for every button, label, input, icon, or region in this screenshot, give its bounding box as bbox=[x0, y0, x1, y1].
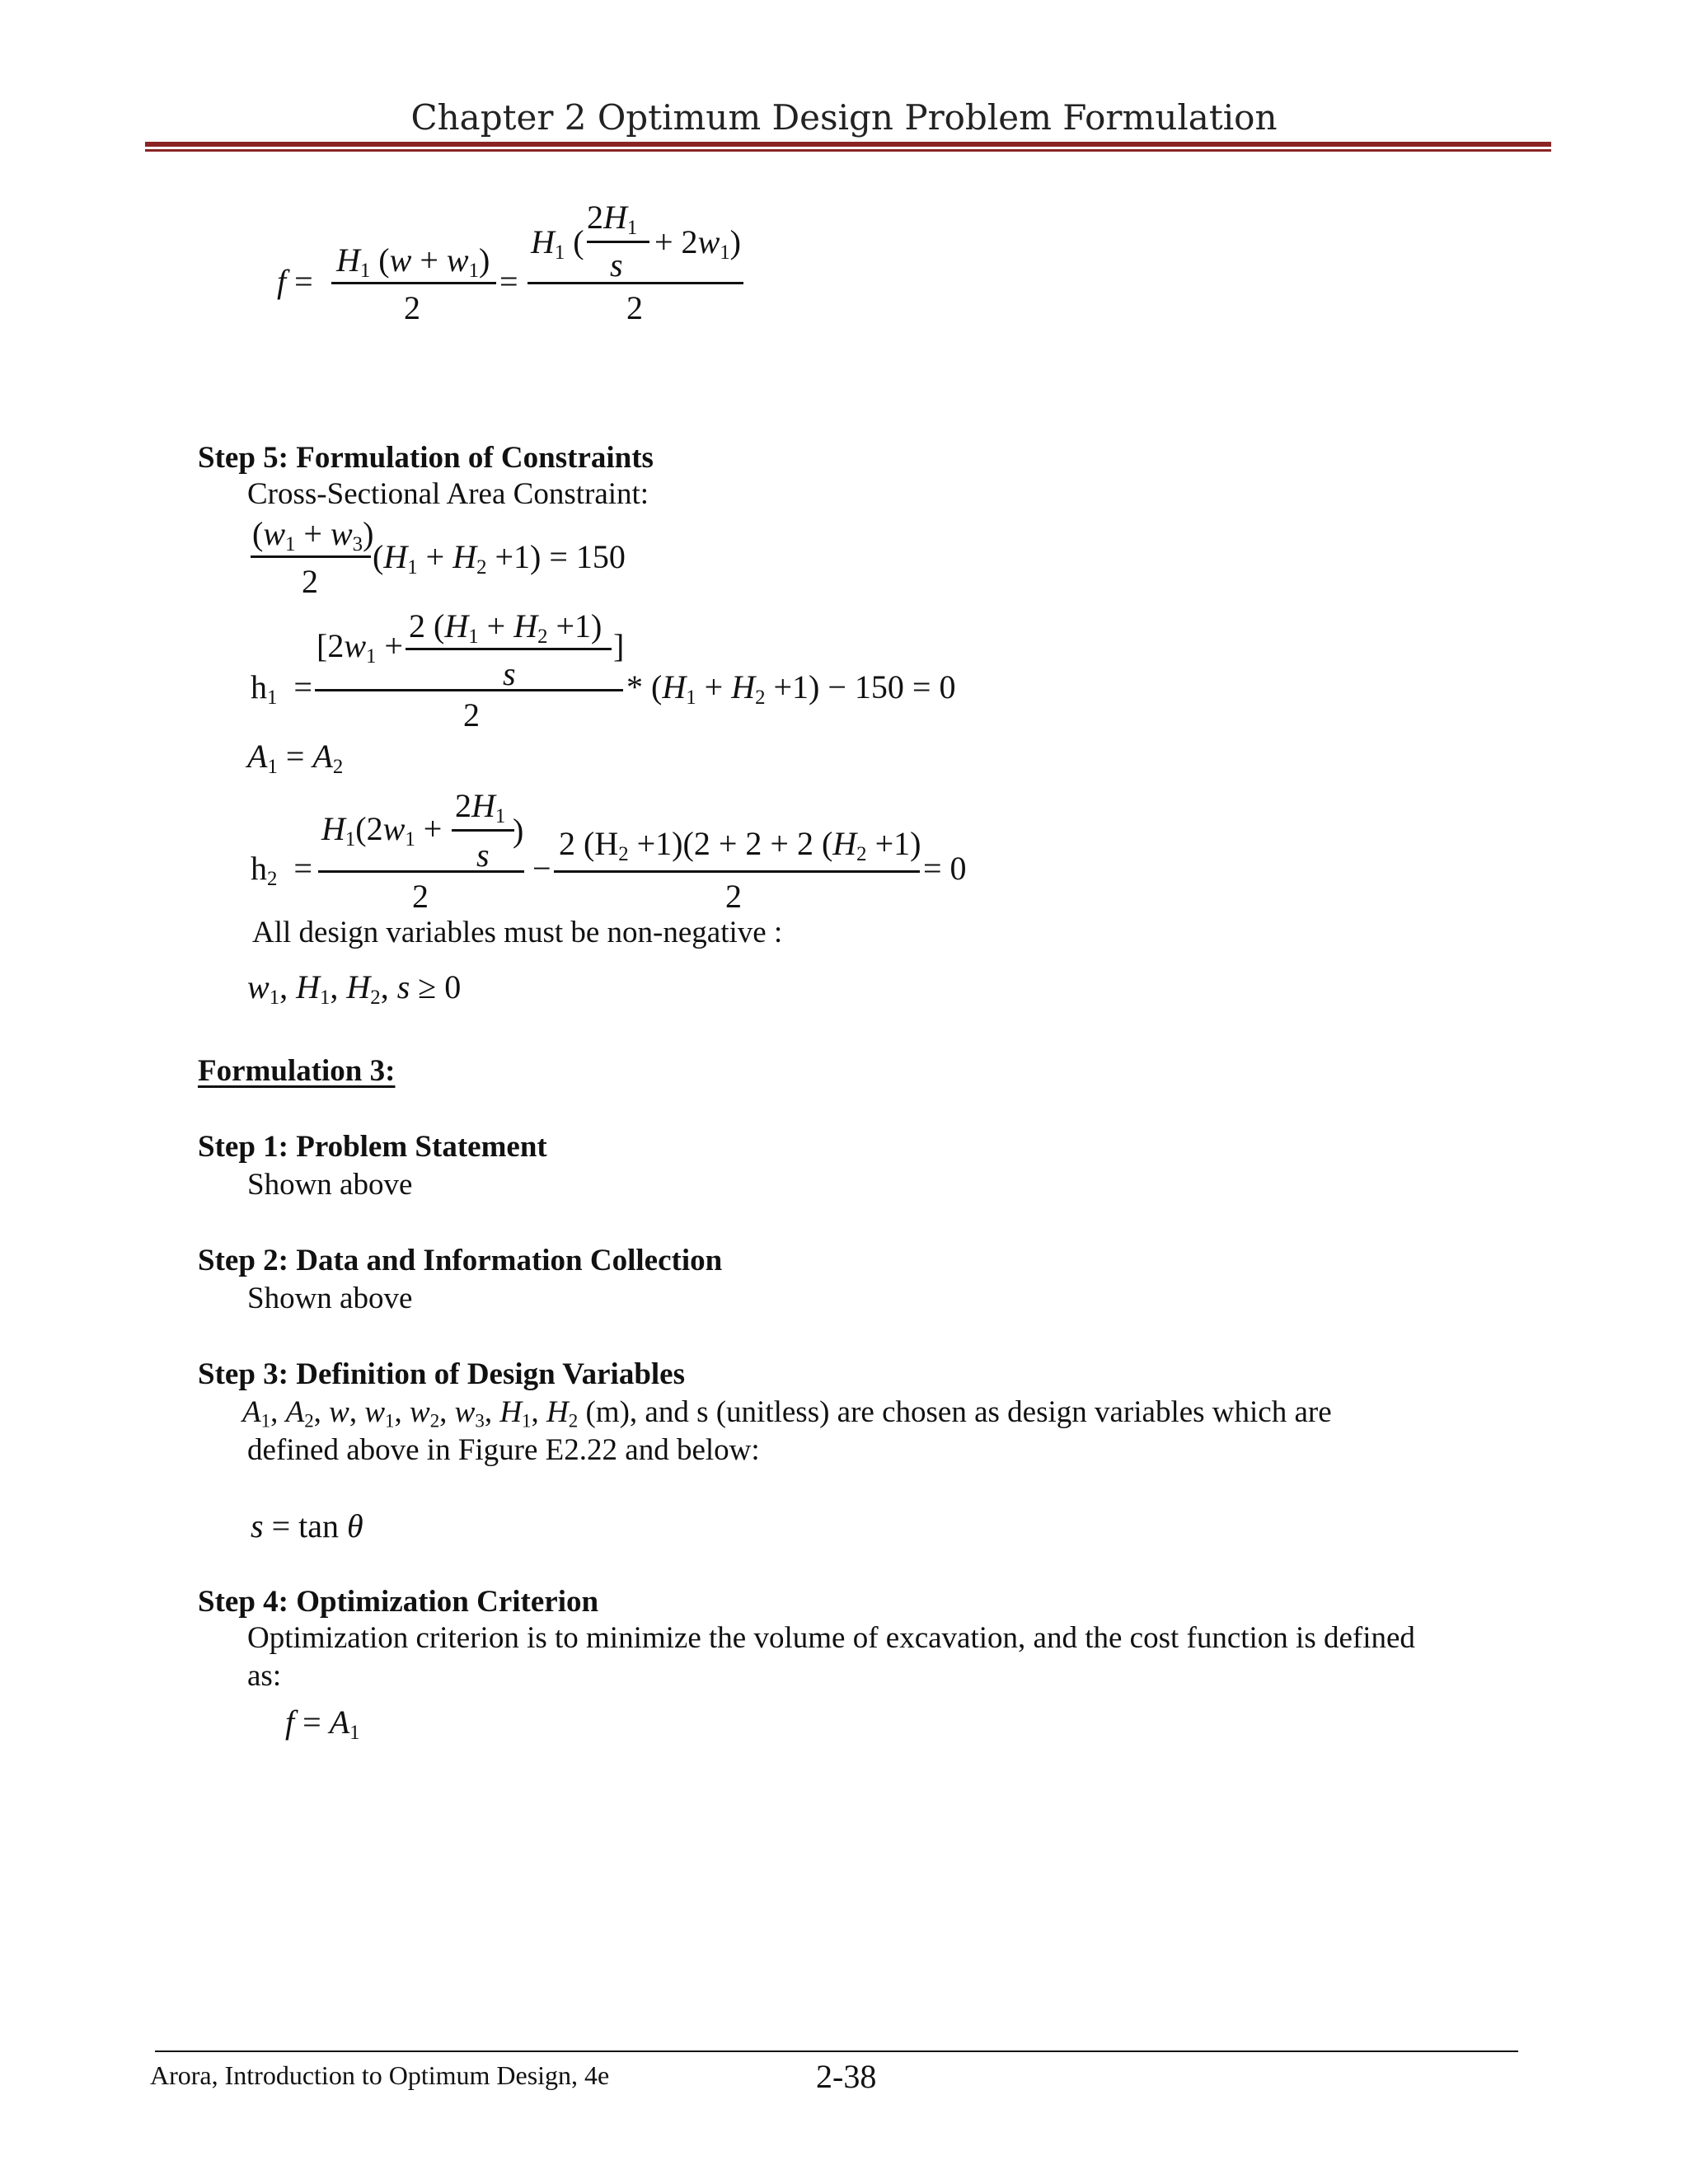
step4-text-line2: as: bbox=[247, 1659, 282, 1693]
header-rule-thick bbox=[145, 142, 1551, 147]
footer-rule bbox=[155, 2050, 1518, 2052]
step1-heading: Step 1: Problem Statement bbox=[198, 1130, 547, 1164]
formulation3-heading-text: Formulation 3: bbox=[198, 1054, 396, 1088]
equation-nonneg: $w_1$, $H_1$, $H_2$, s ≥ 0 bbox=[247, 968, 462, 1009]
page-number: 2-38 bbox=[816, 2058, 877, 2095]
step3-text-suffix: (m), and s (unitless) are chosen as design variables which are bbox=[585, 1395, 1332, 1429]
step5-heading: Step 5: Formulation of Constraints bbox=[198, 441, 654, 475]
equation-a1-equals-a2: $A_1 = A_2$ bbox=[247, 738, 344, 778]
step3-heading: Step 3: Definition of Design Variables bbox=[198, 1357, 686, 1391]
step4-heading: Step 4: Optimization Criterion bbox=[198, 1585, 599, 1619]
footer-book-title: Arora, Introduction to Optimum Design, 4e bbox=[150, 2060, 610, 2090]
header-rule-thin bbox=[145, 149, 1551, 152]
step2-text: Shown above bbox=[247, 1282, 413, 1315]
step3-text-line2: defined above in Figure E2.22 and below: bbox=[247, 1433, 760, 1467]
step3-text-line1: $A_1$, $A_2$, w, $w_1$, $w_2$, $w_3$, $H_1$, $H_2$ (m), and s (unitless) are chosen as design variables which are bbox=[242, 1395, 1332, 1432]
step2-heading: Step 2: Data and Information Collection bbox=[198, 1244, 723, 1277]
formulation3-heading bbox=[198, 1053, 395, 1089]
equation-f-equals-a1: $f = A_1$ bbox=[285, 1704, 360, 1744]
chapter-title: Chapter 2 Optimum Design Problem Formulation bbox=[410, 97, 1278, 138]
step1-text: Shown above bbox=[247, 1168, 413, 1202]
step4-text-line1: Optimization criterion is to minimize the volume of excavation, and the cost function is defined bbox=[247, 1621, 1415, 1655]
cross-sectional-label: Cross-Sectional Area Constraint: bbox=[247, 477, 649, 511]
nonneg-text: All design variables must be non-negative : bbox=[252, 916, 783, 949]
equation-s-tan-theta: s = tan θ bbox=[251, 1507, 363, 1544]
